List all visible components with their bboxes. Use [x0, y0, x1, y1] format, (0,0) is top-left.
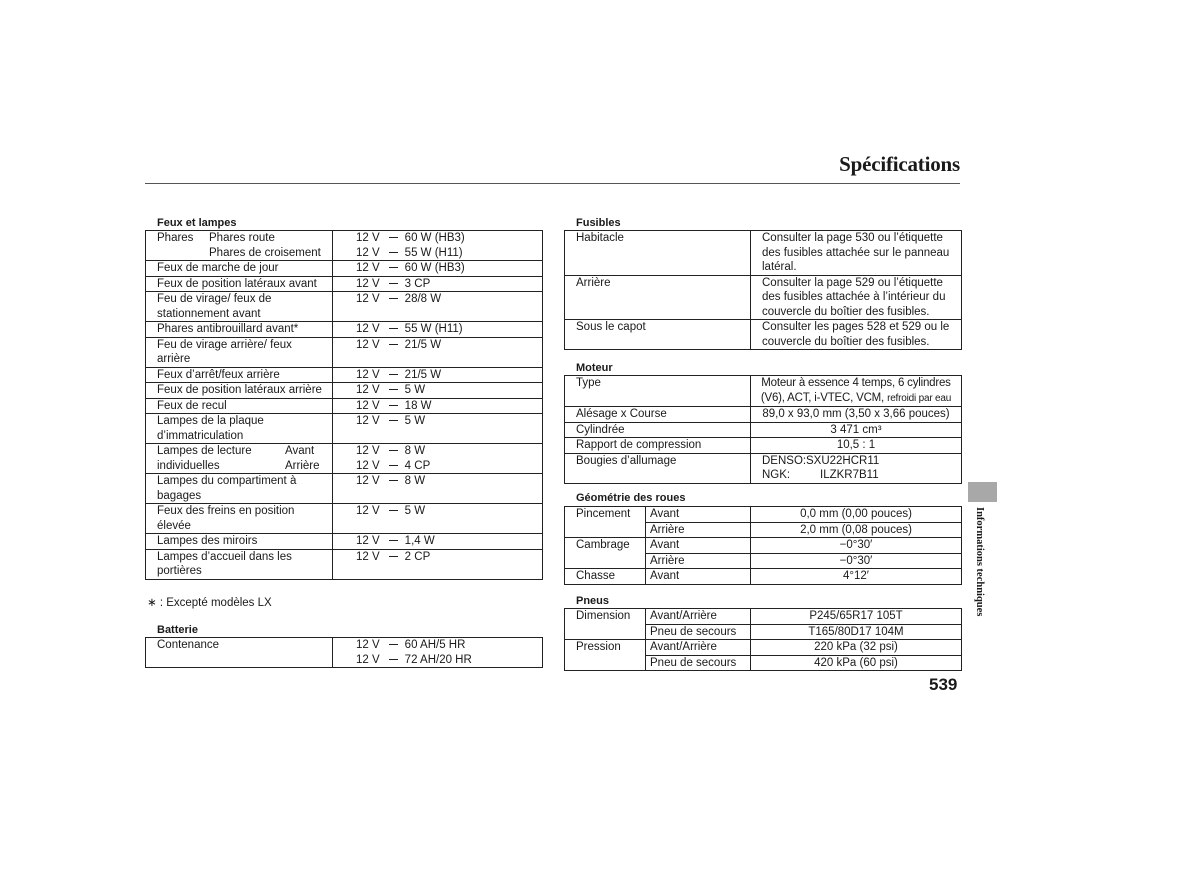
cell-value: 220 kPa (32 psi): [751, 640, 962, 656]
cell-value: −0°30′: [751, 538, 962, 554]
cell-value: P245/65R17 105T: [751, 609, 962, 625]
table-row: [146, 246, 543, 261]
dash: [389, 344, 398, 345]
cell-sublabel: Avant: [646, 507, 751, 523]
cell-value: 60 AH/5 HR: [404, 639, 466, 651]
cell-label: Feu de virage/ feux de stationnement avant: [146, 292, 333, 322]
feux-heading: Feux et lampes: [157, 217, 237, 229]
cell-volt: 12 V: [356, 550, 380, 563]
cell-label: Lampes de la plaque d’immatriculation: [146, 414, 333, 444]
table-row: [146, 367, 543, 383]
dash: [389, 298, 398, 299]
dash: [389, 389, 398, 390]
cell-value: Moteur à essence 4 temps, 6 cylindres: [761, 377, 951, 389]
cell-value: 2 CP: [404, 550, 431, 563]
cell-label: Alésage x Course: [565, 407, 751, 423]
cell-value: 4°12′: [751, 569, 962, 585]
cell-label: Chasse: [565, 569, 646, 585]
cell-label: Dimension: [565, 609, 646, 640]
cell-value: −0°30′: [751, 553, 962, 569]
page-number: 539: [929, 675, 958, 694]
cell-value: refroidi par eau: [887, 392, 952, 404]
cell-value: 3 CP: [404, 277, 431, 290]
cell-value: 0,0 mm (0,00 pouces): [751, 507, 962, 523]
cell-value: 3 471 cm³: [751, 422, 962, 438]
cell-volt: 12 V: [356, 399, 380, 412]
denso-value: SXU22HCR11: [806, 454, 880, 467]
table-row: [146, 292, 543, 322]
phares-route-label: Phares route: [209, 232, 275, 244]
phares-label: Phares: [157, 232, 194, 244]
table-row: [146, 444, 543, 474]
cell-volt: 12 V: [356, 246, 380, 259]
feux-table: [145, 230, 543, 580]
cell-sublabel: Arrière: [646, 522, 751, 538]
table-row: [146, 322, 543, 338]
geometrie-table: [564, 506, 962, 585]
cell-value: Consulter les pages 528 et 529 ou le couvercle du boîtier des fusibles.: [751, 320, 962, 350]
cell-label: Feux des freins en position élevée: [146, 504, 333, 534]
cell-volt: 12 V: [356, 415, 380, 427]
cell-value: 21/5 W: [404, 338, 442, 351]
table-row: [146, 638, 543, 668]
cell-label: Feux d’arrêt/feux arrière: [146, 367, 333, 383]
cell-value: 55 W (H11): [404, 323, 463, 335]
cell-volt: 12 V: [356, 639, 380, 651]
cell-label: Sous le capot: [565, 320, 751, 350]
page-title: Spécifications: [839, 152, 960, 176]
batterie-heading: Batterie: [157, 624, 198, 636]
dash: [389, 420, 398, 421]
cell-volt: 12 V: [356, 505, 380, 517]
cell-volt: 12 V: [356, 323, 380, 335]
cell-label: Bougies d’allumage: [565, 453, 751, 483]
cell-label: Feux de position latéraux avant: [146, 276, 333, 292]
dash: [389, 328, 398, 329]
cell-value: 8 W: [404, 445, 426, 457]
cell-value: 21/5 W: [404, 368, 442, 381]
dash: [389, 405, 398, 406]
phares-croisement-label: Phares de croisement: [209, 246, 321, 259]
cell-label: Feux de marche de jour: [146, 261, 333, 277]
table-row: [146, 534, 543, 550]
cell-value: 420 kPa (60 psi): [751, 655, 962, 671]
dash: [389, 237, 398, 238]
table-row: [146, 261, 543, 277]
cell-sublabel: Avant: [646, 569, 751, 585]
lecture-label1: Lampes de lecture: [157, 445, 252, 457]
cell-volt: 12 V: [356, 445, 380, 457]
side-tab-label: Informations techniques: [974, 507, 985, 617]
moteur-heading: Moteur: [576, 362, 613, 374]
cell-sublabel: Avant: [646, 538, 751, 554]
table-row: [146, 414, 543, 444]
table-row: [565, 275, 962, 320]
ngk-value: ILZKR7B11: [820, 469, 879, 481]
dash: [389, 659, 398, 660]
table-row: [146, 337, 543, 367]
cell-label: Cambrage: [565, 538, 646, 569]
cell-label: Habitacle: [565, 231, 751, 276]
cell-value: 5 W: [404, 415, 426, 427]
cell-volt: 12 V: [356, 368, 380, 381]
geometrie-heading: Géométrie des roues: [576, 492, 686, 504]
table-row: [565, 231, 962, 276]
dash: [389, 556, 398, 557]
cell-value: 89,0 x 93,0 mm (3,50 x 3,66 pouces): [751, 407, 962, 423]
cell-label: Cylindrée: [565, 422, 751, 438]
cell-label: Lampes du compartiment à bagages: [146, 474, 333, 504]
dash: [389, 540, 398, 541]
table-row: [565, 422, 962, 438]
dash: [389, 480, 398, 481]
cell-label: Contenance: [146, 638, 333, 668]
table-row: [565, 640, 962, 656]
table-row: [146, 474, 543, 504]
title-rule: [145, 183, 960, 184]
table-row: [146, 231, 543, 246]
fusibles-heading: Fusibles: [576, 217, 621, 229]
footnote: ∗ : Excepté modèles LX: [147, 597, 272, 609]
cell-sublabel: Pneu de secours: [646, 624, 751, 640]
cell-sublabel: Avant/Arrière: [646, 609, 751, 625]
ngk-label: NGK:: [762, 469, 791, 481]
table-row: [146, 504, 543, 534]
lecture-avant-label: Avant: [285, 445, 315, 457]
cell-value: 28/8 W: [404, 293, 442, 305]
table-row: [565, 376, 962, 407]
cell-volt: 12 V: [356, 535, 380, 547]
cell-sublabel: Pneu de secours: [646, 655, 751, 671]
cell-value: 5 W: [404, 505, 426, 517]
cell-value: 10,5 : 1: [751, 438, 962, 454]
table-row: [565, 407, 962, 423]
cell-value: Consulter la page 530 ou l’étiquette des fusibles attachée sur le panneau latéral.: [751, 231, 962, 276]
denso-label: DENSO:: [762, 454, 807, 467]
cell-sublabel: Arrière: [646, 553, 751, 569]
lecture-label2: individuelles: [157, 459, 220, 472]
table-row: [146, 383, 543, 399]
batterie-table: [145, 637, 543, 668]
pneus-table: [564, 608, 962, 671]
table-row: [565, 320, 962, 350]
dash: [389, 283, 398, 284]
table-row: [565, 609, 962, 625]
table-row: [565, 453, 962, 483]
table-row: [565, 538, 962, 554]
cell-volt: 12 V: [356, 653, 380, 666]
cell-label: Type: [565, 376, 751, 407]
cell-value: 18 W: [404, 399, 432, 412]
cell-label: Lampes d’accueil dans les portières: [146, 549, 333, 579]
moteur-table: [564, 375, 962, 484]
cell-label: Arrière: [565, 275, 751, 320]
cell-label: Pincement: [565, 507, 646, 538]
cell-value: 2,0 mm (0,08 pouces): [751, 522, 962, 538]
dash: [389, 267, 398, 268]
table-row: [146, 549, 543, 579]
cell-volt: 12 V: [356, 338, 380, 351]
cell-label: Pression: [565, 640, 646, 671]
dash: [389, 465, 398, 466]
cell-volt: 12 V: [356, 232, 380, 244]
cell-value: 5 W: [404, 384, 426, 396]
cell-volt: 12 V: [356, 293, 380, 305]
cell-label: Feu de virage arrière/ feux arrière: [146, 337, 333, 367]
dash: [389, 450, 398, 451]
cell-value: 72 AH/20 HR: [404, 653, 472, 666]
table-row: [565, 507, 962, 523]
cell-value: (V6), ACT, i-VTEC, VCM,: [760, 391, 885, 404]
cell-label: Lampes des miroirs: [146, 534, 333, 550]
cell-value: Consulter la page 529 ou l’étiquette des fusibles attachée à l’intérieur du couvercle du boîtier des fusibles.: [751, 275, 962, 320]
cell-label: Feux de recul: [146, 398, 333, 414]
table-row: [565, 569, 962, 585]
cell-volt: 12 V: [356, 262, 380, 274]
cell-volt: 12 V: [356, 277, 380, 290]
cell-value: T165/80D17 104M: [751, 624, 962, 640]
cell-label: Phares antibrouillard avant*: [146, 322, 333, 338]
cell-value: 60 W (HB3): [404, 262, 465, 274]
cell-label: Rapport de compression: [565, 438, 751, 454]
cell-value: 55 W (H11): [404, 246, 463, 259]
section-tab-marker: [968, 482, 997, 502]
cell-sublabel: Avant/Arrière: [646, 640, 751, 656]
cell-value: 8 W: [404, 475, 426, 487]
dash: [389, 374, 398, 375]
cell-volt: 12 V: [356, 459, 380, 472]
lecture-arriere-label: Arrière: [285, 459, 320, 472]
table-row: [146, 276, 543, 292]
dash: [389, 644, 398, 645]
cell-value: 1,4 W: [404, 535, 435, 547]
cell-value: 4 CP: [404, 459, 431, 472]
dash: [389, 510, 398, 511]
table-row: [565, 438, 962, 454]
pneus-heading: Pneus: [576, 595, 610, 607]
cell-volt: 12 V: [356, 475, 380, 487]
table-row: [146, 398, 543, 414]
fusibles-table: [564, 230, 962, 350]
cell-volt: 12 V: [356, 384, 380, 396]
cell-label: Feux de position latéraux arrière: [146, 383, 333, 399]
cell-value: 60 W (HB3): [404, 232, 465, 244]
dash: [389, 252, 398, 253]
